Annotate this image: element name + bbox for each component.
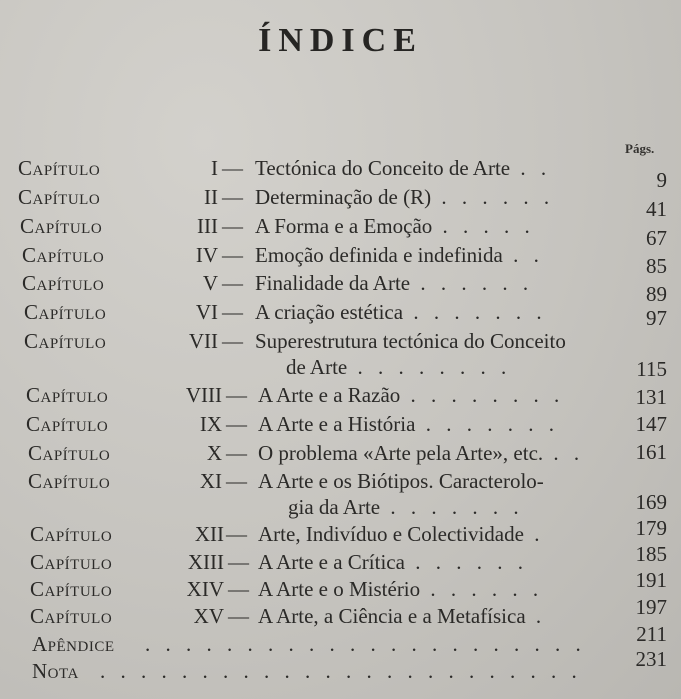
toc-entry: [24, 299, 624, 325]
chapter-label: Capítulo: [30, 550, 113, 574]
chapter-title-text: A Forma e a Emoção: [255, 214, 433, 238]
chapter-number: XI: [199, 469, 222, 493]
chapter-label: Capítulo: [30, 604, 113, 628]
toc-entry: [30, 549, 630, 575]
page-number: 97: [646, 306, 667, 330]
chapter-title: [258, 549, 528, 575]
chapter-title-text: O problema «Arte pela Arte», etc.: [258, 441, 544, 465]
page-number: 115: [636, 357, 667, 381]
chapter-dash: —: [222, 300, 243, 324]
chapter-title: [255, 270, 533, 296]
page-number: 41: [646, 197, 667, 221]
page-number: 179: [635, 516, 667, 540]
leader-dots: . .: [510, 156, 552, 180]
chapter-dash: —: [226, 441, 247, 465]
chapter-title: [258, 521, 544, 547]
chapter-number: XV: [193, 604, 224, 628]
chapter-number: VIII: [185, 383, 222, 407]
chapter-title-text: gia da Arte: [288, 495, 381, 519]
pages-column-header: Págs.: [625, 141, 655, 156]
leader-dots: . . . . . .: [431, 185, 555, 209]
chapter-label: Capítulo: [22, 271, 105, 295]
chapter-number: XII: [194, 522, 224, 546]
chapter-title: [255, 184, 554, 210]
chapter-label: Capítulo: [28, 441, 111, 465]
chapter-label: Nota: [32, 659, 79, 683]
chapter-title: [258, 411, 559, 437]
leader-dots: . . . . . . .: [415, 412, 559, 436]
page-number: 197: [635, 595, 667, 619]
leader-dots: . .: [502, 243, 544, 267]
page-number: 147: [635, 412, 667, 436]
page-number: 131: [635, 385, 667, 409]
chapter-title: [258, 468, 544, 494]
chapter-title: [258, 440, 584, 466]
page-number: 231: [635, 647, 667, 671]
page-number: 67: [646, 226, 667, 250]
leader-dots: .: [523, 522, 545, 546]
toc-entry: [24, 328, 624, 354]
chapter-number: II: [204, 185, 218, 209]
chapter-label: Capítulo: [26, 383, 109, 407]
leader-dots: . . . . . . .: [380, 495, 524, 519]
leader-dots: . . . . . . . . . . . . . . . . . . . . . . . .: [100, 659, 582, 683]
chapter-dash: —: [222, 156, 243, 180]
chapter-title: [255, 299, 547, 325]
chapter-dash: —: [226, 383, 247, 407]
chapter-title: [100, 658, 582, 684]
chapter-dash: —: [226, 522, 247, 546]
chapter-title-text: Emoção definida e indefinida: [255, 243, 503, 267]
chapter-label: Capítulo: [18, 156, 101, 180]
chapter-title: [255, 155, 551, 181]
toc-entry: [26, 382, 626, 408]
chapter-number: VI: [195, 300, 218, 324]
leader-dots: . . . . . . . . . . . . . . . . . . . . . .: [145, 632, 586, 656]
chapter-dash: —: [228, 550, 249, 574]
chapter-title-text: A criação estética: [255, 300, 404, 324]
leader-dots: .: [525, 604, 547, 628]
chapter-title-text: A Arte e a Crítica: [258, 550, 405, 574]
chapter-dash: —: [226, 469, 247, 493]
toc-entry: [24, 354, 624, 380]
toc-entry: [22, 270, 622, 296]
chapter-title-text: Tectónica do Conceito de Arte: [255, 156, 511, 180]
toc-entry: [28, 494, 628, 520]
chapter-title: [255, 328, 566, 354]
chapter-title-text: A Arte e a Razão: [258, 383, 401, 407]
chapter-number: XIV: [186, 577, 224, 601]
chapter-title-text: A Arte, a Ciência e a Metafísica: [258, 604, 526, 628]
toc-entry: [30, 603, 630, 629]
page-number: 185: [635, 542, 667, 566]
chapter-number: V: [202, 271, 218, 295]
chapter-dash: —: [222, 329, 243, 353]
chapter-number: I: [211, 156, 218, 180]
toc-entry: [20, 213, 620, 239]
leader-dots: . . . . . .: [404, 550, 528, 574]
toc-entry: [28, 440, 628, 466]
chapter-number: IV: [195, 243, 218, 267]
chapter-title: [258, 576, 543, 602]
chapter-title: [258, 382, 564, 408]
toc-entry: [18, 184, 618, 210]
chapter-dash: —: [222, 214, 243, 238]
chapter-label: Capítulo: [20, 214, 103, 238]
page-number: 169: [635, 490, 667, 514]
chapter-dash: —: [222, 271, 243, 295]
toc-entry: [32, 631, 632, 657]
chapter-dash: —: [222, 243, 243, 267]
chapter-title-text: Determinação de (R): [255, 185, 432, 209]
page-number: 85: [646, 254, 667, 278]
chapter-number: IX: [199, 412, 222, 436]
leader-dots: . . . . . . . .: [400, 383, 565, 407]
chapter-label: Capítulo: [22, 243, 105, 267]
page-title: ÍNDICE: [258, 22, 423, 59]
chapter-label: Capítulo: [24, 300, 107, 324]
chapter-label: Capítulo: [30, 522, 113, 546]
toc-entry: [22, 242, 622, 268]
leader-dots: . . . . . .: [420, 577, 544, 601]
chapter-title-text: A Arte e a História: [258, 412, 416, 436]
chapter-dash: —: [226, 412, 247, 436]
chapter-title-text: A Arte e os Biótipos. Caracterolo-: [258, 469, 544, 493]
chapter-title: [286, 354, 511, 380]
page-number: 211: [636, 622, 667, 646]
page-number: 9: [656, 168, 667, 192]
toc-entry: [28, 468, 628, 494]
toc-entry: [32, 658, 632, 684]
chapter-number: III: [197, 214, 218, 238]
toc-entry: [18, 155, 618, 181]
chapter-label: Capítulo: [18, 185, 101, 209]
chapter-title-text: de Arte: [286, 355, 348, 379]
chapter-dash: —: [222, 185, 243, 209]
chapter-dash: —: [228, 577, 249, 601]
page-number: 191: [635, 568, 667, 592]
chapter-label: Capítulo: [26, 412, 109, 436]
chapter-dash: —: [228, 604, 249, 628]
chapter-number: VII: [188, 329, 218, 353]
leader-dots: . .: [543, 441, 585, 465]
chapter-label: Capítulo: [24, 329, 107, 353]
chapter-title-text: Finalidade da Arte: [255, 271, 411, 295]
toc-entry: [26, 411, 626, 437]
chapter-title: [255, 213, 535, 239]
page-number: 161: [635, 440, 667, 464]
chapter-title: [258, 603, 546, 629]
chapter-number: XIII: [187, 550, 224, 574]
chapter-label: Capítulo: [30, 577, 113, 601]
chapter-title: [288, 494, 524, 520]
chapter-title-text: Superestrutura tectónica do Conceito: [255, 329, 566, 353]
leader-dots: . . . . . . . .: [347, 355, 512, 379]
toc-entry: [30, 576, 630, 602]
toc-entry: [30, 521, 630, 547]
leader-dots: . . . . .: [432, 214, 535, 238]
chapter-number: X: [206, 441, 222, 465]
chapter-label: Capítulo: [28, 469, 111, 493]
chapter-title-text: Arte, Indivíduo e Colectividade: [258, 522, 524, 546]
chapter-title: [145, 631, 586, 657]
leader-dots: . . . . . .: [410, 271, 534, 295]
chapter-title-text: A Arte e o Mistério: [258, 577, 421, 601]
chapter-label: Apêndice: [32, 632, 115, 656]
chapter-title: [255, 242, 544, 268]
page-number: 89: [646, 282, 667, 306]
leader-dots: . . . . . . .: [403, 300, 547, 324]
